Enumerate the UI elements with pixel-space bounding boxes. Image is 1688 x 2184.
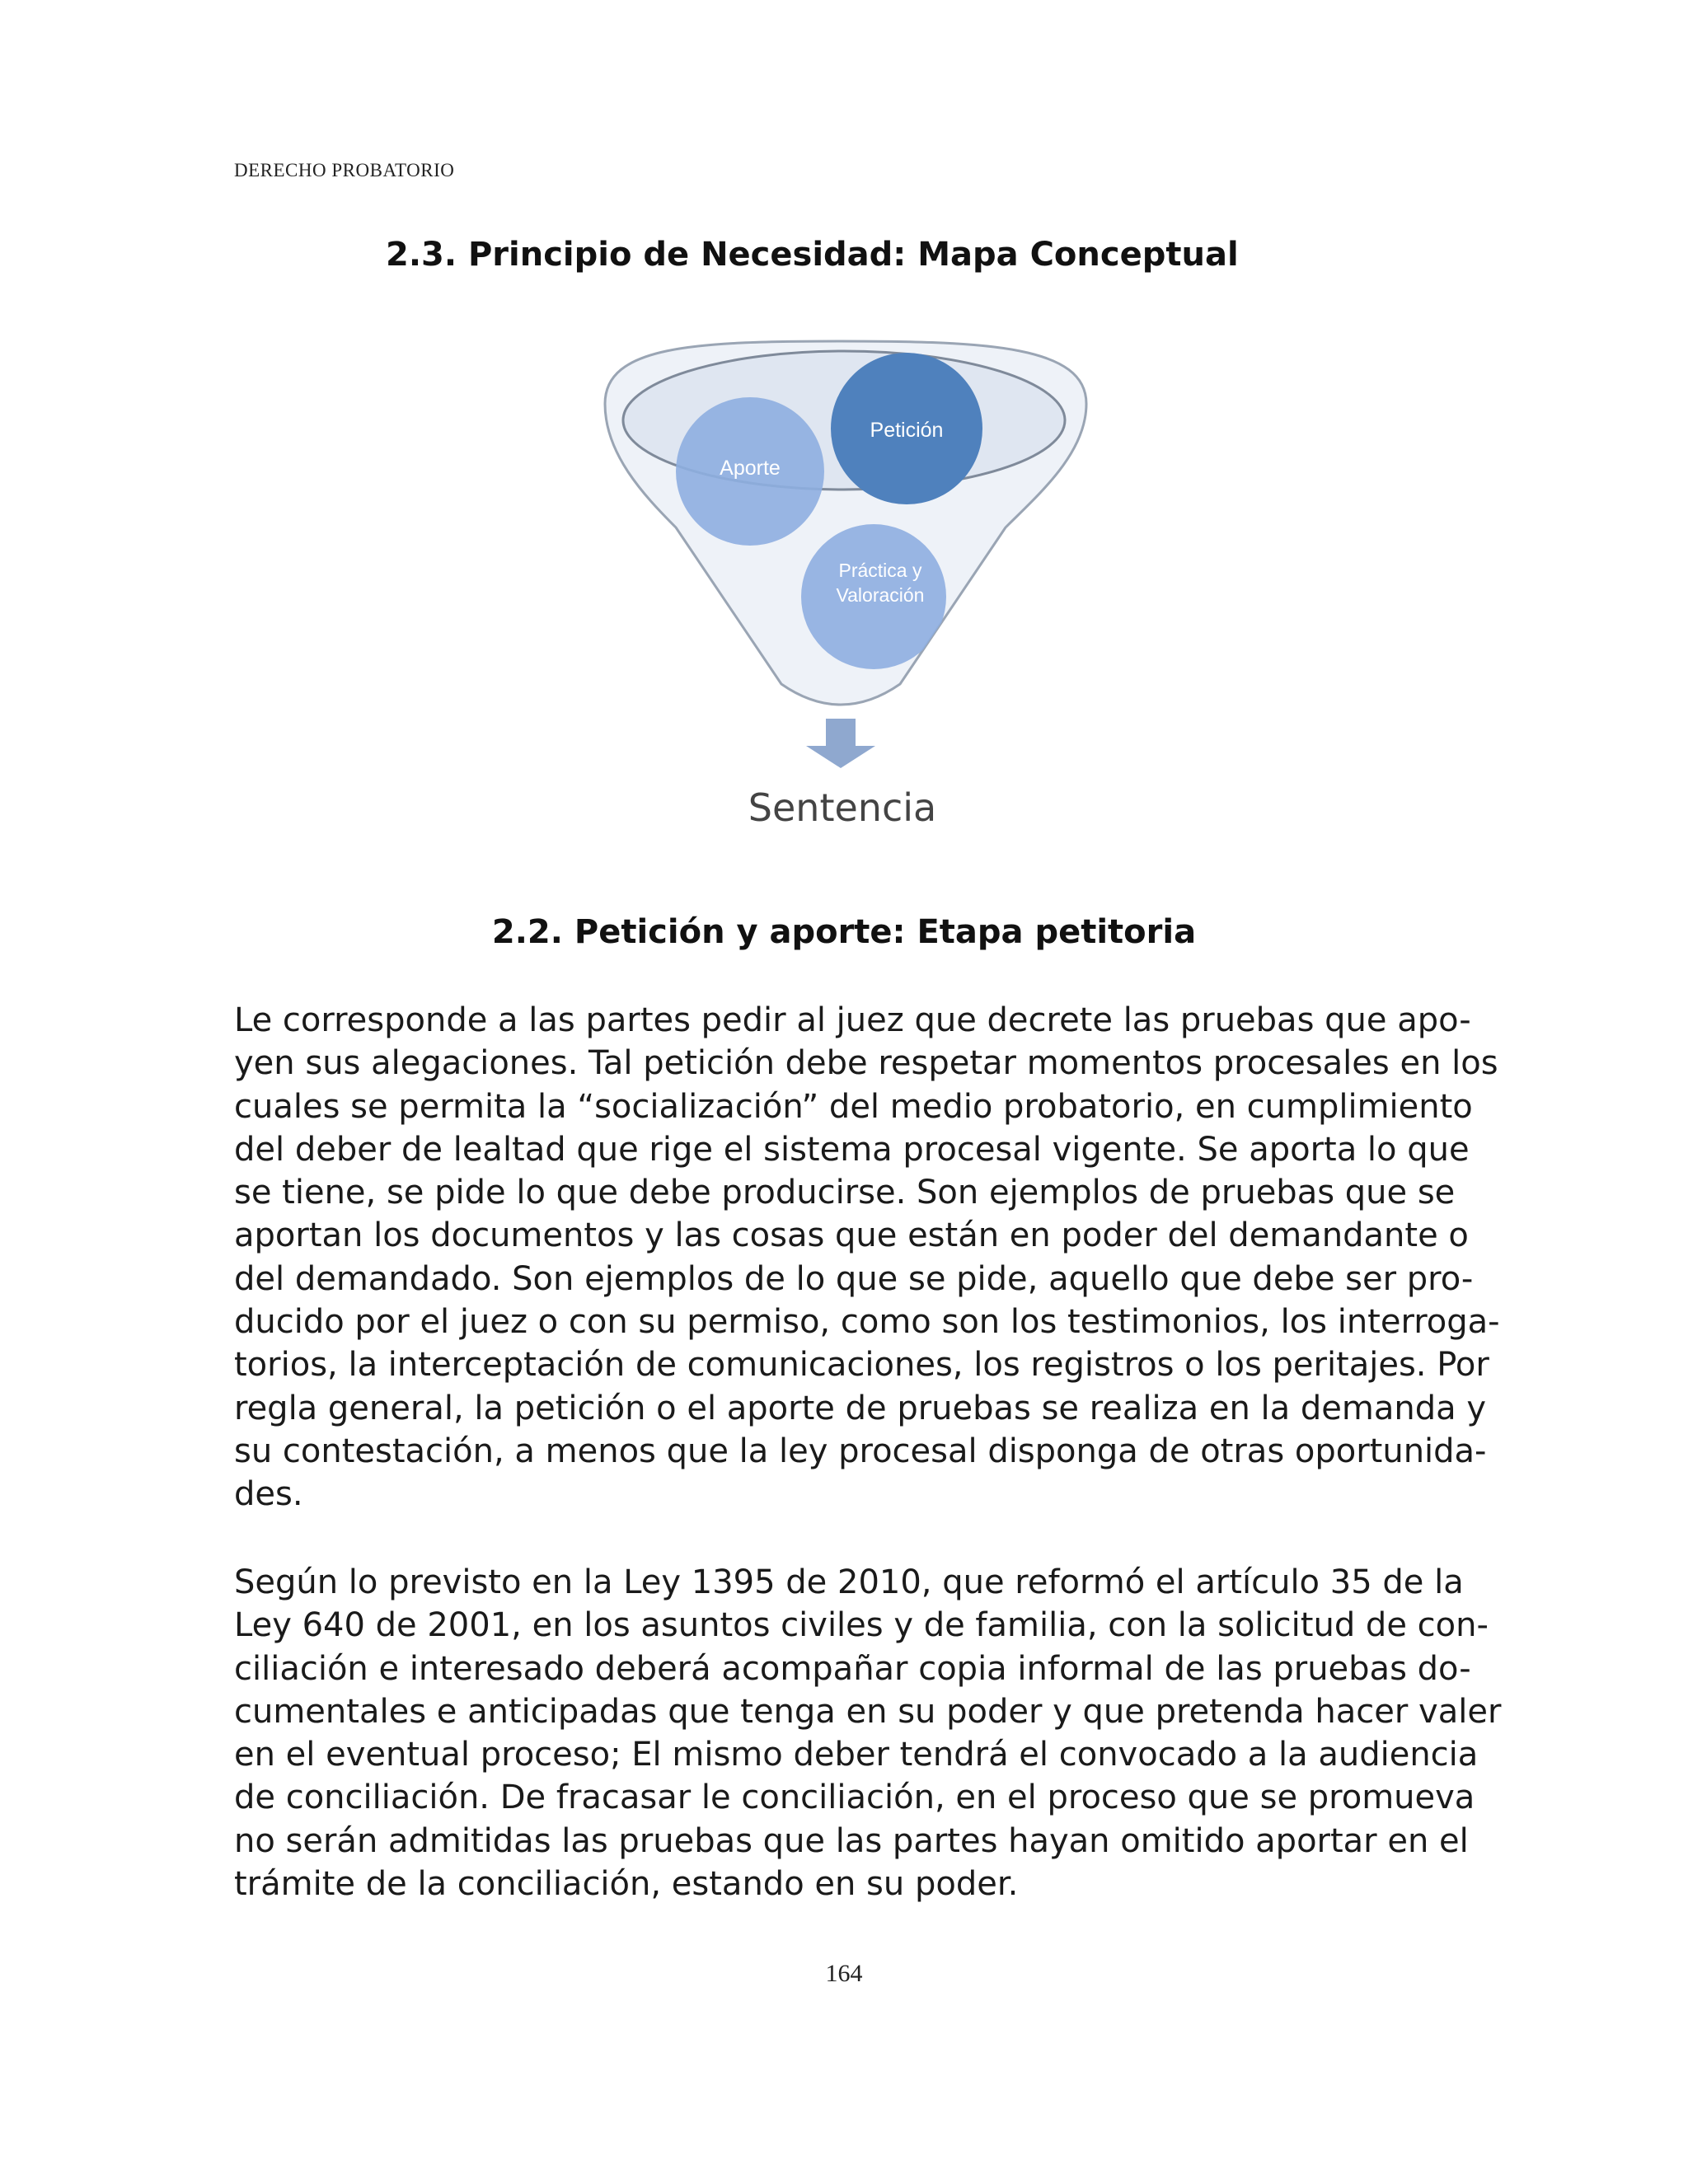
- aporte-label: Aporte: [720, 457, 781, 480]
- text-line: cumentales e anticipadas que tenga en su poder y que pretenda hacer valer: [234, 1692, 1502, 1731]
- petition-heading: 2.2. Petición y aporte: Etapa petitoria: [491, 913, 1197, 951]
- text-line: del deber de lealtad que rige el sistema procesal vigente. Se aporta lo que: [234, 1130, 1470, 1169]
- text-line: yen sus alegaciones. Tal petición debe respetar momentos procesales en los: [234, 1044, 1498, 1083]
- practica-label-line1: Práctica y: [838, 560, 922, 581]
- text-line: cuales se permita la “socialización” del medio probatorio, en cumplimiento: [234, 1087, 1473, 1126]
- paragraph-peticion-aporte: [234, 999, 1500, 1516]
- text-line: trámite de la conciliación, estando en su poder.: [234, 1865, 1019, 1904]
- text-line: torios, la interceptación de comunicaciones, los registros o los peritajes. Por: [234, 1346, 1489, 1385]
- sentencia-label: Sentencia: [748, 785, 937, 830]
- paragraph-ley-1395: [234, 1561, 1502, 1905]
- practica-label-line2: Valoración: [836, 584, 925, 606]
- text-line: de conciliación. De fracasar le conciliación, en el proceso que se promueva: [234, 1779, 1475, 1817]
- text-line: Ley 640 de 2001, en los asuntos civiles y de familia, con la solicitud de con-: [234, 1606, 1489, 1645]
- text-line: del demandado. Son ejemplos de lo que se pide, aquello que debe ser pro-: [234, 1259, 1474, 1298]
- text-line: se tiene, se pide lo que debe producirse. Son ejemplos de pruebas que se: [234, 1174, 1456, 1212]
- text-line: ducido por el juez o con su permiso, como son los testimonios, los interroga-: [234, 1303, 1500, 1342]
- concept-map-heading: 2.3. Principio de Necesidad: Mapa Conceptual: [386, 236, 1239, 274]
- text-line: Según lo previsto en la Ley 1395 de 2010, que reformó el artículo 35 de la: [234, 1563, 1464, 1601]
- concept-map-diagram: [577, 330, 1104, 849]
- running-header: DERECHO PROBATORIO: [234, 160, 455, 180]
- text-line: en el eventual proceso; El mismo deber tendrá el convocado a la audiencia: [234, 1736, 1479, 1774]
- text-line: Le corresponde a las partes pedir al juez que decrete las pruebas que apo-: [234, 1001, 1471, 1039]
- page-number: 164: [825, 1960, 863, 1987]
- down-arrow-icon: [806, 719, 875, 768]
- text-line: aportan los documentos y las cosas que están en poder del demandante o: [234, 1216, 1469, 1255]
- text-line: regla general, la petición o el aporte de pruebas se realiza en la demanda y: [234, 1389, 1487, 1427]
- text-line: su contestación, a menos que la ley procesal disponga de otras oportunida-: [234, 1432, 1487, 1470]
- peticion-label: Petición: [870, 419, 944, 442]
- text-line: des.: [234, 1475, 303, 1514]
- text-line: ciliación e interesado deberá acompañar copia informal de las pruebas do-: [234, 1649, 1471, 1688]
- text-line: no serán admitidas las pruebas que las partes hayan omitido aportar en el: [234, 1821, 1469, 1860]
